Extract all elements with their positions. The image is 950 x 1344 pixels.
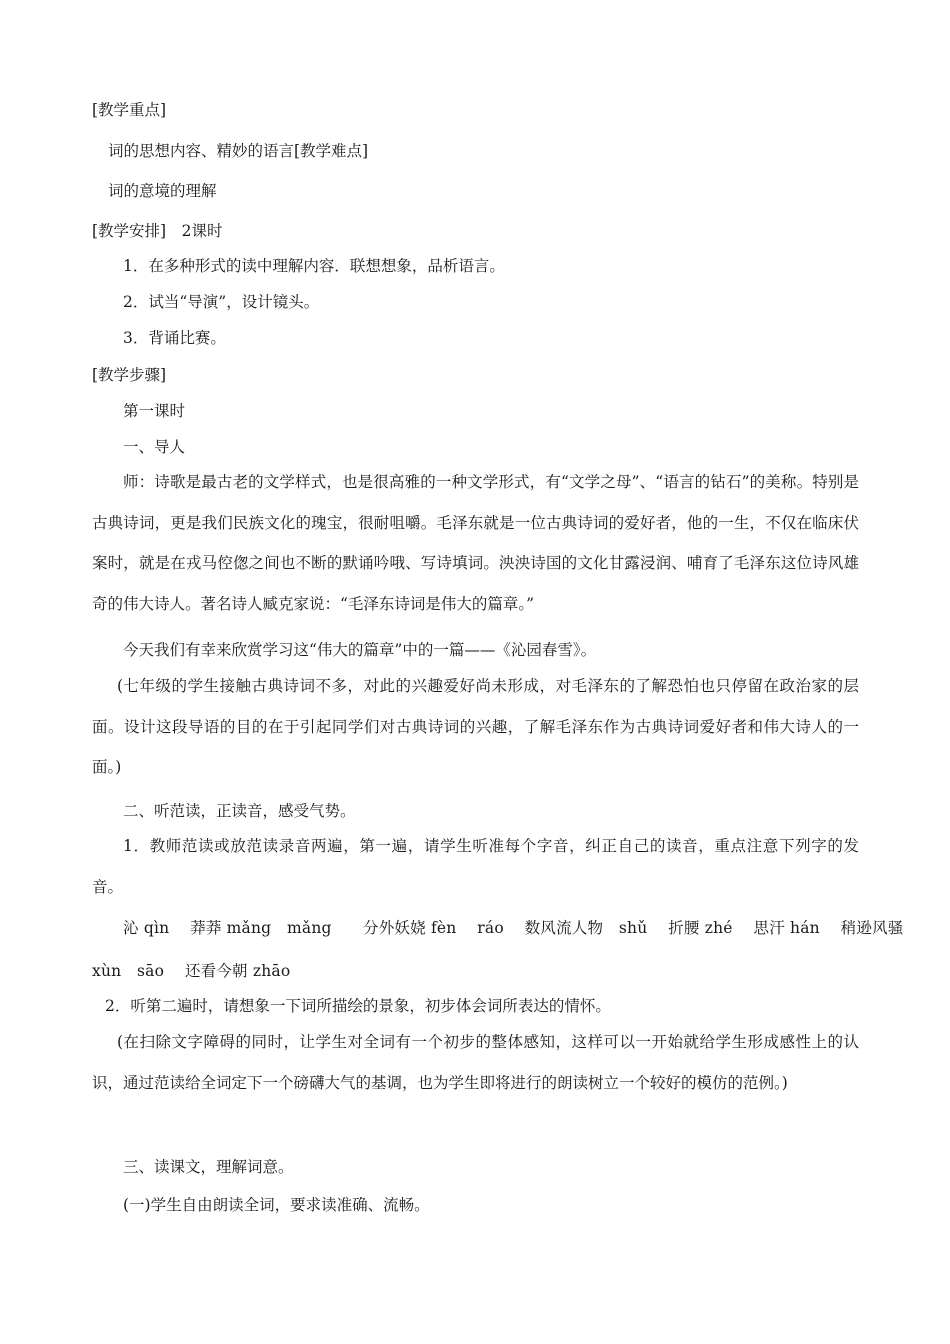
design-note-1: (七年级的学生接触古典诗词不多，对此的兴趣爱好尚未形成，对毛泽东的了解恐怕也只停留在政治家的层面。设计这段导语的目的在于引起同学们对古典诗词的兴趣，了解毛泽东作为古典诗词爱好者和伟大诗人的一面。) [92, 677, 859, 776]
teaching-focus-heading: [教学重点] [92, 101, 167, 119]
design-note-2: (在扫除文字障碍的同时，让学生对全词有一个初步的整体感知，这样可以一开始就给学生形成感性上的认识，通过范读给全词定下一个磅礴大气的基调，也为学生即将进行的朗读树立一个较好的模仿的范例。) [92, 1033, 859, 1092]
section-heading-read: 三、读课文，理解词意。 [123, 1158, 294, 1176]
teaching-difficulty-content: 词的意境的理解 [108, 182, 217, 200]
sub-item-free-reading: (一)学生自由朗读全词，要求读准确、流畅。 [123, 1196, 430, 1214]
schedule-item-3: 3．背诵比赛。 [123, 329, 226, 347]
section-heading-listen: 二、听范读，正读音，感受气势。 [123, 802, 356, 820]
schedule-item-2: 2．试当“导演”，设计镜头。 [123, 293, 320, 311]
section-heading-intro: 一、导人 [123, 438, 186, 456]
today-line: 今天我们有幸来欣赏学习这“伟大的篇章”中的一篇——《沁园春雪》。 [123, 641, 597, 659]
first-lesson-title: 第一课时 [123, 402, 186, 420]
pinyin-list-line-2: xùn sāo 还看今朝 zhāo [92, 962, 291, 980]
teaching-steps-heading: [教学步骤] [92, 366, 167, 384]
schedule-item-1: 1．在多种形式的读中理解内容．联想想象，品析语言。 [123, 257, 505, 275]
listen-item-2: 2．听第二遍时，请想象一下词所描绘的景象，初步体会词所表达的情怀。 [105, 997, 611, 1015]
pinyin-list-line-1: 沁 qìn 莽莽 mǎng mǎng 分外妖娆 fèn ráo 数风流人物 shǔ 折腰 zhé 思汗 hán 稍逊风骚 [123, 919, 904, 937]
listen-item-1: 1．教师范读或放范读录音两遍，第一遍，请学生听准每个字音，纠正自己的读音，重点注意下列字的发音。 [92, 837, 859, 896]
teaching-focus-content: 词的思想内容、精妙的语言[教学难点] [108, 142, 369, 160]
teaching-schedule: [教学安排] 2课时 [92, 222, 223, 240]
intro-paragraph: 师：诗歌是最古老的文学样式，也是很高雅的一种文学形式，有“文学之母”、“语言的钻石”的美称。特别是古典诗词，更是我们民族文化的瑰宝，很耐咀嚼。毛泽东就是一位古典诗词的爱好者，他的一生，不仅在临床伏案时，就是在戎马倥偬之间也不断的默诵吟哦、写诗填词。泱泱诗国的文化甘露浸润、哺育了毛泽东这位诗风雄奇的伟大诗人。著名诗人臧克家说：“毛泽东诗词是伟大的篇章。” [92, 473, 859, 613]
